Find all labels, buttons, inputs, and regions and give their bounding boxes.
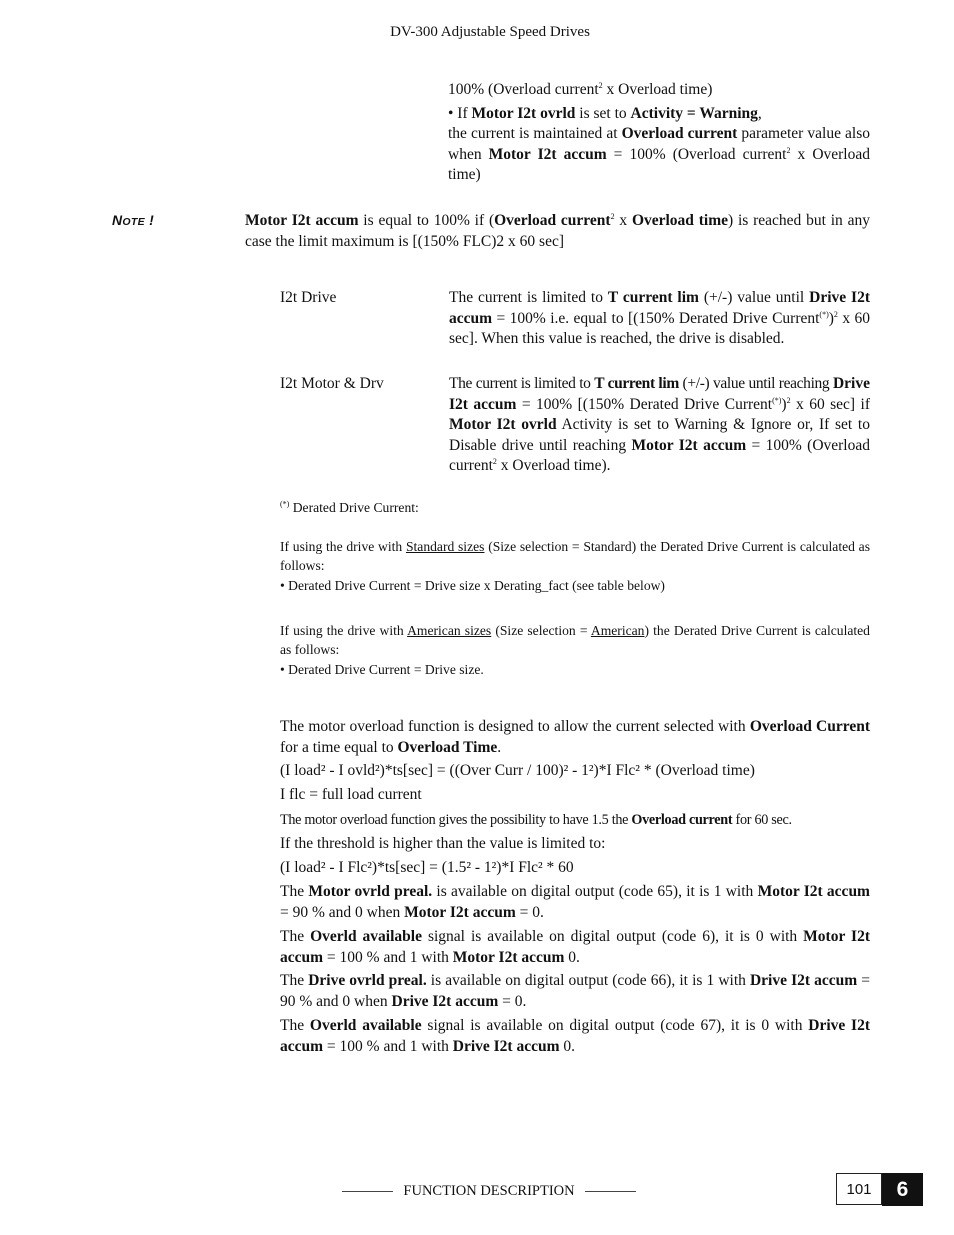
overload-equation-1: (I load² - I ovld²)*ts[sec] = ((Over Curr / 100)² - 1²)*I Flc² * (Overload time) [280,762,755,779]
chapter-tab: 6 [882,1173,923,1206]
running-header: DV-300 Adjustable Speed Drives [390,24,590,40]
flc-definition: I flc = full load current [280,786,422,803]
overld-available-code6-text: The Overld available signal is available on digital output (code 6), it is 0 with Motor I2t accum = 100 % and 1 with Motor I2t accum 0. [280,928,870,966]
threshold-text: If the threshold is higher than the value is limited to: [280,835,606,852]
overload-intro: The motor overload function is designed to allow the current selected with Overload Current for a time equal to Overload Time. [280,718,870,756]
american-sizes-bullet: • Derated Drive Current = Drive size. [280,662,484,677]
footer-rule-left [342,1191,393,1192]
warning-detail: the current is maintained at Overload current parameter value also when Motor I2t accum = 100% (Overload current$^2$ x Overload time) [448,125,870,183]
overload-possibility: The motor overload function gives the possibility to have 1.5 the Overload current for 60 sec. [280,812,792,828]
overload-line: 100% (Overload current$^2$ x Overload time) [448,80,713,98]
derated-heading: (*) Derated Drive Current: [280,499,419,515]
row-label-i2t-drive: I2t Drive [280,289,337,306]
overld-available-code67-text: The Overld available signal is available on digital output (code 67), it is 0 with Drive I2t accum = 100 % and 1 with Drive I2t accum 0. [280,1017,871,1055]
standard-sizes-bullet: • Derated Drive Current = Drive size x Derating_fact (see table below) [280,578,665,593]
footer-rule-right [585,1191,636,1192]
overload-equation-2: (I load² - I Flc²)*ts[sec] = (1.5² - 1²)*I Flc² * 60 [280,859,574,876]
drive-ovrld-preal-text: The Drive ovrld preal. is available on digital output (code 66), it is 1 with Drive I2t accum = 90 % and 0 when Drive I2t accum = 0. [280,972,870,1010]
note-label: NOTE ! [112,212,155,228]
continued-text [448,80,870,186]
american-sizes-text: If using the drive with American sizes (Size selection = American) the Derated Drive Current is calculated as follows: [280,623,870,657]
footer [342,1183,636,1200]
page-number: 101 [836,1173,882,1205]
row-label-i2t-motor-drv: I2t Motor & Drv [280,375,384,392]
standard-sizes-text: If using the drive with Standard sizes (Size selection = Standard) the Derated Drive Current is calculated as follows: [280,539,870,573]
row-desc-i2t-drive: The current is limited to T current lim (+/-) value until Drive I2t accum = 100% i.e. equal to [(150% Derated Drive Current(*))$^2$ x 60 sec]. When this value is reached, the drive is disabled. [449,289,871,347]
note-text: Motor I2t accum is equal to 100% if (Overload current$^2$ x Overload time) is reached but in any case the limit maximum is [(150% FLC)2 x 60 sec] [245,211,870,250]
motor-ovrld-preal-text: The Motor ovrld preal. is available on digital output (code 65), it is 1 with Motor I2t accum = 90 % and 0 when Motor I2t accum = 0. [280,883,870,921]
footer-section-title: FUNCTION DESCRIPTION [403,1183,575,1199]
row-desc-i2t-motor-drv: The current is limited to T current lim (+/-) value until reaching Drive I2t accum = 100% [(150% Derated Drive Current(*))$^2$ x 60 sec] if Motor I2t ovrld Activity is set to Warning & Ignore or, If set to Disable drive until reaching Motor I2t accum = 100% (Overload current$^2$ x Overload time). [449,375,870,474]
warning-bullet: • If Motor I2t ovrld is set to Activity = Warning, [448,104,762,122]
